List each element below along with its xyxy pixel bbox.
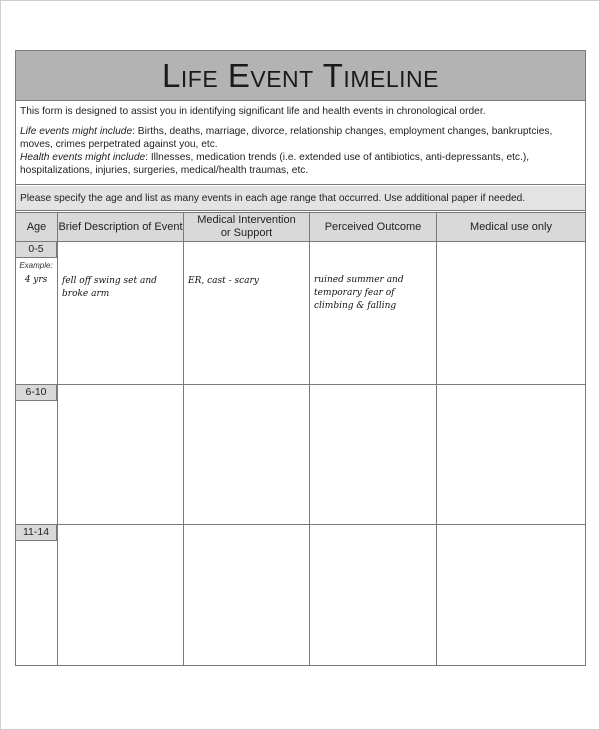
form-title: Life Event Timeline: [162, 57, 439, 94]
column-header-intervention: Medical Intervention or Support: [184, 212, 310, 242]
age-range-label: 6-10: [16, 385, 57, 401]
row-divider: [16, 524, 585, 525]
column-header-description: Brief Description of Event: [58, 212, 184, 242]
life-events-paragraph: [20, 125, 581, 151]
column-header-age: Age: [16, 212, 58, 242]
life-event-timeline-form: [15, 50, 586, 666]
title-bar: [16, 51, 585, 101]
column-header-outcome: Perceived Outcome: [310, 212, 437, 242]
intro-section: [16, 101, 585, 185]
column-divider: [57, 242, 58, 665]
example-intervention: ER, cast - scary: [188, 276, 259, 286]
health-events-label: Health events might include: [20, 152, 146, 163]
age-range-label: 0-5: [16, 242, 57, 258]
health-events-paragraph: [20, 151, 581, 177]
example-label: Example:: [19, 261, 53, 270]
life-events-text: : Births, deaths, marriage, divorce, relationship changes, employment changes, bankruptcies, moves, crimes perpetrated against you, etc.: [20, 126, 553, 150]
intro-lead: This form is designed to assist you in identifying significant life and health events in chronological order.: [20, 106, 486, 117]
example-event: fell off swing set and broke arm: [62, 276, 157, 299]
column-divider: [183, 242, 184, 665]
life-events-label: Life events might include: [20, 126, 133, 137]
health-events-text: : Illnesses, medication trends (i.e. extended use of antibiotics, anti-depressants, etc.), hospitalizations, injuries, surgeries, medical/health traumas, etc.: [20, 152, 530, 176]
example-outcome: ruined summer and temporary fear of climbing & falling: [314, 275, 404, 311]
row-divider: [16, 384, 585, 385]
age-range-label: 11-14: [16, 525, 57, 541]
column-divider: [436, 242, 437, 665]
column-divider: [309, 242, 310, 665]
timeline-table: [16, 212, 585, 665]
instruction-bar: Please specify the age and list as many events in each age range that occurred. Use additional paper if needed.: [16, 186, 585, 211]
example-age: 4 yrs: [24, 275, 48, 285]
column-header-medical-use: Medical use only: [437, 212, 585, 242]
